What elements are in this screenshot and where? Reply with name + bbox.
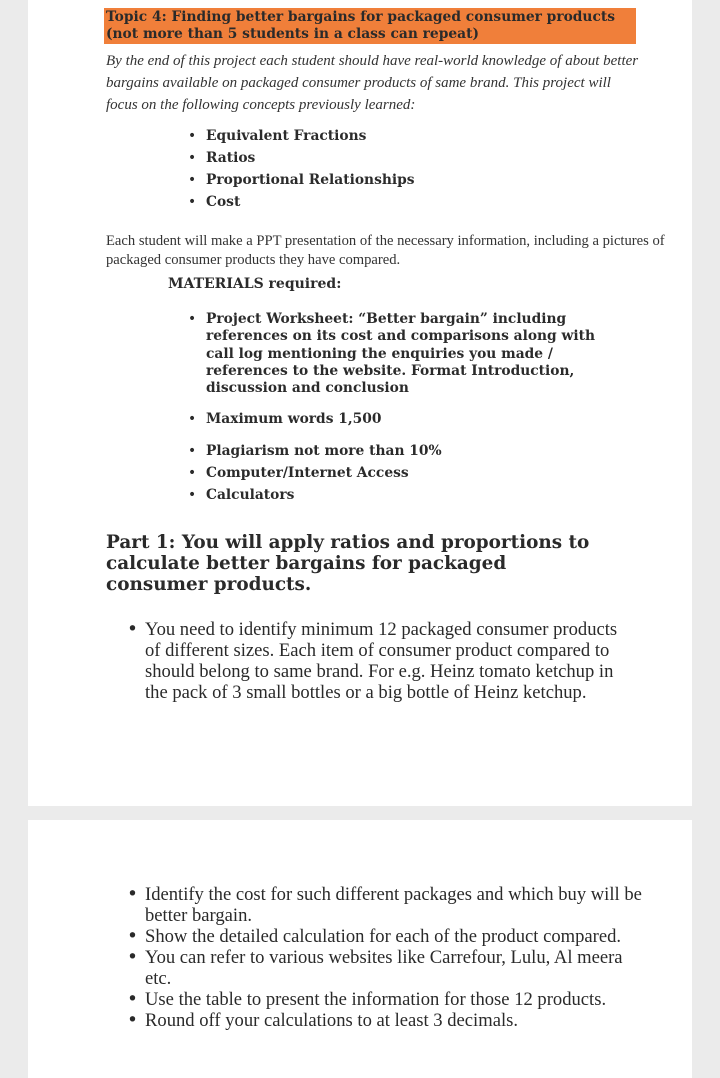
ppt-paragraph: Each student will make a PPT presentation of the necessary information, including a pictures of packaged consumer products they have compared.: [106, 233, 665, 268]
document-page-1: [28, 0, 692, 806]
list-item: • Computer/Internet Access: [206, 465, 616, 482]
intro-paragraph: By the end of this project each student should have real-world knowledge of about better bargains available on packaged consumer products of same brand. This project will focus on the following concepts previously learned:: [106, 53, 639, 113]
part1-heading: Part 1: You will apply ratios and proportions to calculate better bargains for packaged consumer products.: [106, 532, 590, 595]
document-page-2: [28, 820, 692, 1078]
list-item: • You can refer to various websites like Carrefour, Lulu, Al meera etc.: [145, 947, 645, 989]
topic-subtitle: (not more than 5 students in a class can repeat): [106, 26, 479, 42]
list-item: • Proportional Relationships: [206, 169, 415, 191]
list-item: • Cost: [206, 191, 415, 213]
list-item: • Calculators: [206, 487, 616, 504]
list-item: • Ratios: [206, 147, 415, 169]
list-item: • Use the table to present the information for those 12 products.: [145, 989, 645, 1010]
instructions-list: [145, 884, 645, 1031]
topic-title-banner: [104, 8, 636, 44]
part1-list: [145, 619, 635, 703]
list-item: • Plagiarism not more than 10%: [206, 443, 616, 460]
list-item: • Equivalent Fractions: [206, 125, 415, 147]
list-item: • Maximum words 1,500: [206, 411, 616, 428]
concepts-list: [206, 125, 415, 213]
list-item: • Show the detailed calculation for each of the product compared.: [145, 926, 645, 947]
list-item: • Identify the cost for such different packages and which buy will be better bargain.: [145, 884, 645, 926]
list-item: • You need to identify minimum 12 packaged consumer products of different sizes. Each item of consumer product compared to should belong to same brand. For e.g. Heinz tomato ketchup in the pack of 3 small bottles or a big bottle of Heinz ketchup.: [145, 619, 635, 703]
list-item: • Project Worksheet: “Better bargain” including references on its cost and comparisons along with call log mentioning the enquiries you made / references to the website. Format Introduction, discussion and conclusion: [206, 311, 616, 397]
topic-title: Topic 4: Finding better bargains for packaged consumer products: [106, 9, 616, 25]
materials-heading: MATERIALS required:: [168, 276, 342, 292]
list-item: • Round off your calculations to at least 3 decimals.: [145, 1010, 645, 1031]
